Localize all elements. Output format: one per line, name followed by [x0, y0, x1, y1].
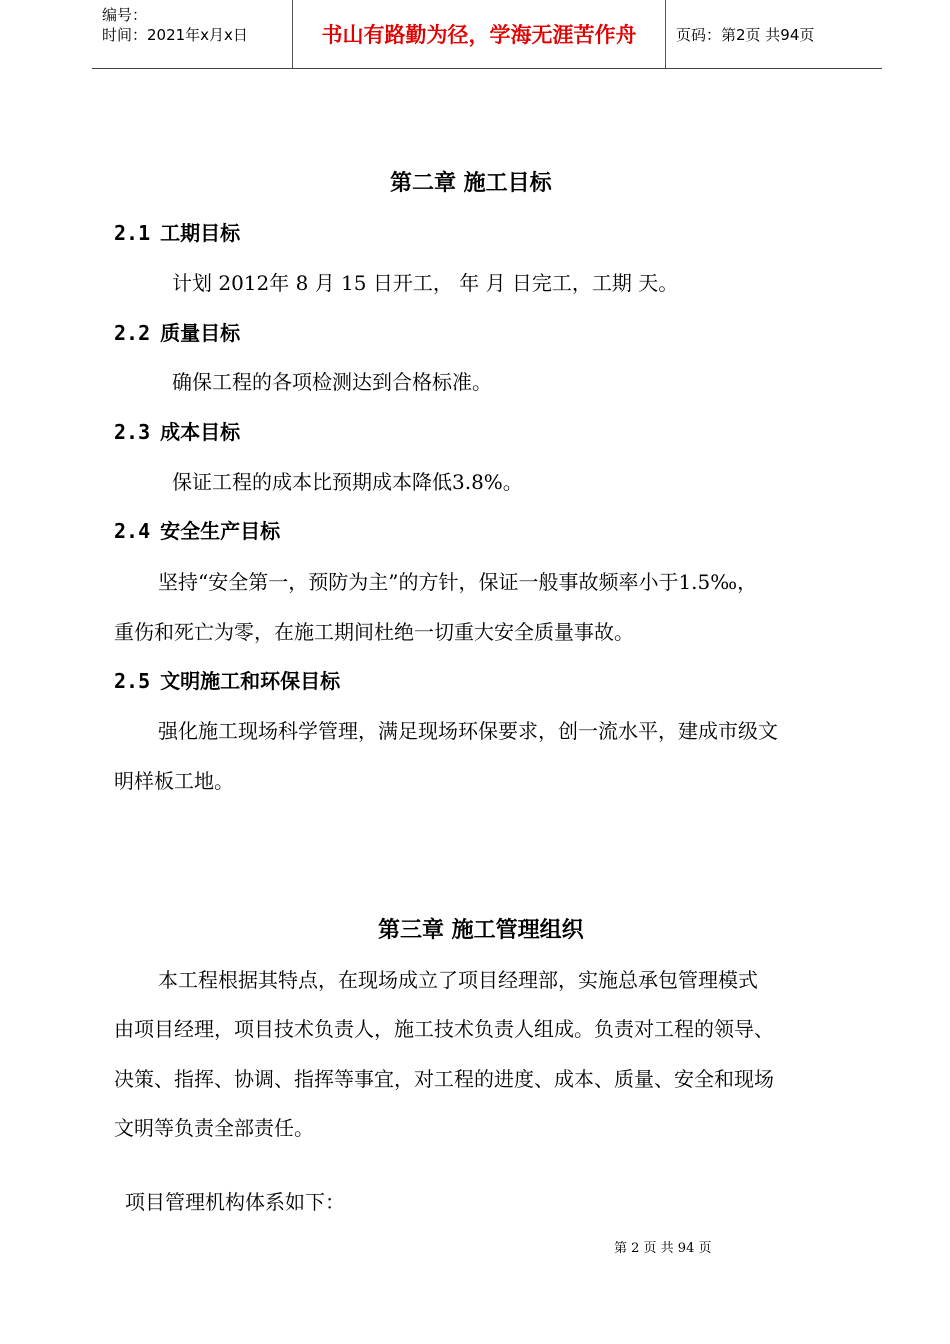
- chapter-2-title: 第二章 施工目标: [390, 171, 552, 196]
- page-header: [92, 0, 882, 69]
- section-title: 成本目标: [160, 420, 241, 444]
- section-2-1-heading: [114, 217, 240, 246]
- serial-label: 编号：: [102, 6, 148, 24]
- section-2-1-text: 计划 2012年 8 月 15 日开工， 年 月 日完工，工期 天。: [172, 271, 679, 295]
- chapter-3-line-1: 本工程根据其特点，在现场成立了项目经理部，实施总承包管理模式: [158, 968, 758, 992]
- header-page-info: 页码：第2页 共94页: [676, 25, 815, 44]
- chapter-3-title: 第三章 施工管理组织: [378, 918, 584, 943]
- section-title: 质量目标: [160, 321, 241, 345]
- section-2-5-line-2: 明样板工地。: [114, 769, 234, 793]
- header-info: [92, 0, 292, 68]
- section-number: 2.5: [114, 669, 151, 693]
- section-2-4-heading: [114, 515, 280, 544]
- section-number: 2.4: [114, 519, 151, 543]
- section-2-5-line-1: 强化施工现场科学管理，满足现场环保要求，创一流水平，建成市级文: [158, 719, 778, 743]
- section-2-4-line-2: 重伤和死亡为零，在施工期间杜绝一切重大安全质量事故。: [114, 620, 634, 644]
- section-number: 2.2: [114, 321, 151, 345]
- section-2-2-heading: [114, 317, 240, 346]
- header-motto: 书山有路勤为径，学海无涯苦作舟: [321, 23, 637, 47]
- chapter-3-line-2: 由项目经理，项目技术负责人，施工技术负责人组成。负责对工程的领导、: [114, 1017, 774, 1041]
- section-number: 2.3: [114, 420, 151, 444]
- section-title: 工期目标: [160, 221, 241, 245]
- time-label: 时间：2021年x月x日: [102, 26, 248, 44]
- chapter-3-line-3: 决策、指挥、协调、指挥等事宜，对工程的进度、成本、质量、安全和现场: [114, 1067, 774, 1091]
- section-title: 安全生产目标: [160, 519, 281, 543]
- section-2-3-text: 保证工程的成本比预期成本降低3.8%。: [172, 470, 523, 494]
- page-footer: 第 2 页 共 94 页: [614, 1241, 712, 1256]
- chapter-3-line-4: 文明等负责全部责任。: [114, 1116, 314, 1140]
- section-2-5-heading: [114, 665, 340, 694]
- section-title: 文明施工和环保目标: [160, 669, 341, 693]
- org-intro-text: 项目管理机构体系如下：: [125, 1190, 345, 1214]
- section-2-2-text: 确保工程的各项检测达到合格标准。: [172, 370, 492, 394]
- section-2-4-line-1: 坚持“安全第一，预防为主”的方针，保证一般事故频率小于1.5‰，: [158, 570, 758, 594]
- section-number: 2.1: [114, 221, 151, 245]
- section-2-3-heading: [114, 416, 240, 445]
